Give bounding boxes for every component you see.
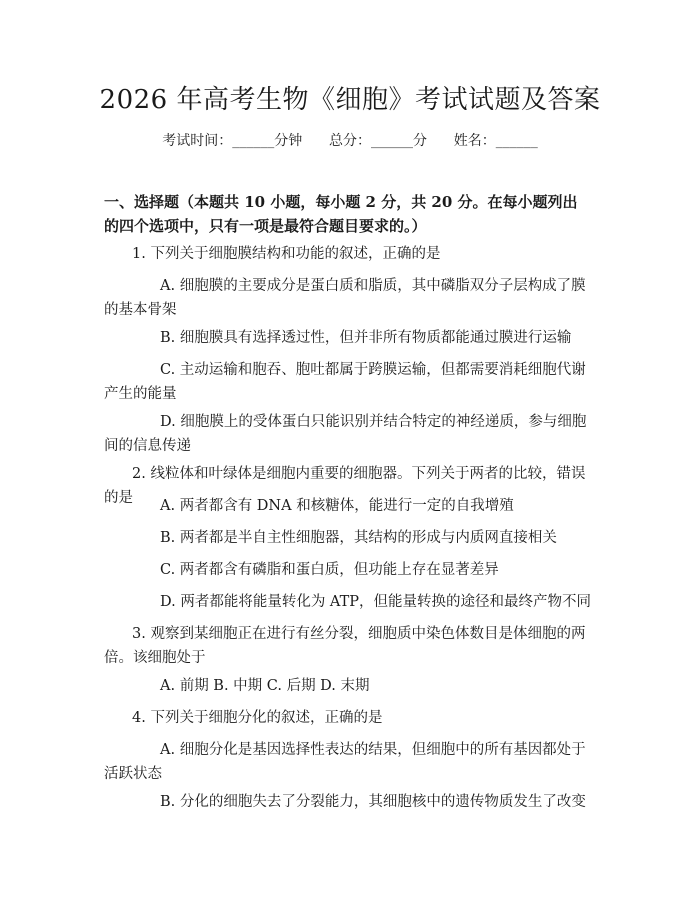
question-2-option-c: C. 两者都含有磷脂和蛋白质，但功能上存在显著差异 bbox=[160, 562, 499, 578]
question-1-option-d: D. 细胞膜上的受体蛋白只能识别并结合特定的神经递质，参与细胞间的信息传递 bbox=[104, 414, 587, 454]
question-2-stem: 2. 线粒体和叶绿体是细胞内重要的细胞器。下列关于两者的比较，错误的是 bbox=[104, 466, 586, 506]
section-heading: 一、选择题（本题共 10 小题，每小题 2 分，共 20 分。在每小题列出的四个选项中，只有一项是最符合题目要求的。） bbox=[104, 193, 578, 235]
question-3-stem: 3. 观察到某细胞正在进行有丝分裂，细胞质中染色体数目是体细胞的两倍。该细胞处于 bbox=[104, 626, 586, 666]
question-4-option-b: B. 分化的细胞失去了分裂能力，其细胞核中的遗传物质发生了改变 bbox=[160, 794, 586, 810]
question-2-option-d: D. 两者都能将能量转化为 ATP，但能量转换的途径和最终产物不同 bbox=[160, 594, 592, 610]
question-2-option-b: B. 两者都是半自主性细胞器，其结构的形成与内质网直接相关 bbox=[160, 530, 557, 546]
question-1-option-b: B. 细胞膜具有选择透过性，但并非所有物质都能通过膜进行运输 bbox=[160, 330, 572, 346]
exam-info-line: 考试时间：______分钟 总分：______分 姓名：______ bbox=[162, 133, 538, 149]
question-4-option-a: A. 细胞分化是基因选择性表达的结果，但细胞中的所有基因都处于活跃状态 bbox=[104, 742, 586, 782]
question-4-stem: 4. 下列关于细胞分化的叙述，正确的是 bbox=[132, 710, 383, 726]
question-1-stem: 1. 下列关于细胞膜结构和功能的叙述，正确的是 bbox=[132, 246, 441, 262]
page-title: 2026 年高考生物《细胞》考试试题及答案 bbox=[99, 85, 601, 115]
question-2-option-a: A. 两者都含有 DNA 和核糖体，能进行一定的自我增殖 bbox=[160, 498, 514, 514]
question-3-options: A. 前期 B. 中期 C. 后期 D. 末期 bbox=[160, 678, 370, 694]
question-1-option-c: C. 主动运输和胞吞、胞吐都属于跨膜运输，但都需要消耗细胞代谢产生的能量 bbox=[104, 362, 586, 402]
question-1-option-a: A. 细胞膜的主要成分是蛋白质和脂质，其中磷脂双分子层构成了膜的基本骨架 bbox=[104, 278, 586, 318]
